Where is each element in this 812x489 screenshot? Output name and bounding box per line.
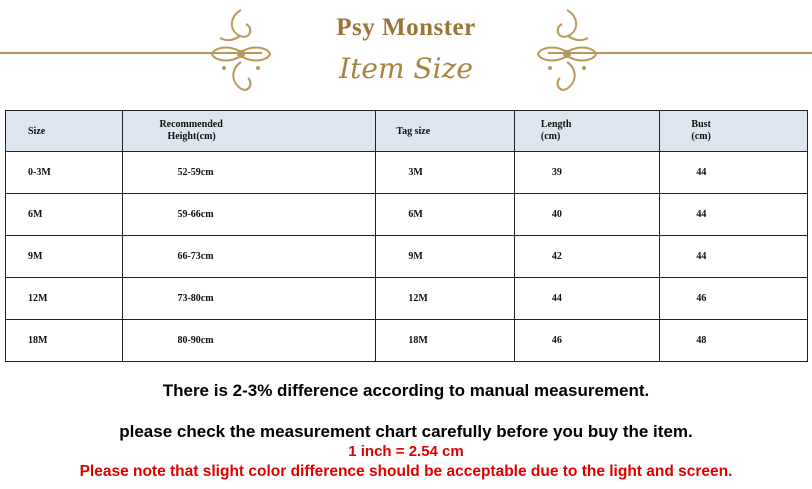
table-cell: 3M <box>376 152 515 194</box>
column-header-height <box>123 111 376 152</box>
page-header <box>0 0 812 108</box>
color-difference-note: Please note that slight color difference should be acceptable due to the light and screen. <box>79 463 733 480</box>
column-header-label: Size <box>28 125 46 137</box>
table-cell: 73-80cm <box>123 278 376 320</box>
column-header-bust <box>660 111 808 152</box>
column-header-label: Tag size <box>396 125 431 137</box>
table-cell: 66-73cm <box>123 236 376 278</box>
table-cell: 6M <box>6 194 123 236</box>
column-header-label: Length <box>540 119 572 130</box>
size-table <box>5 110 808 362</box>
table-cell: 46 <box>514 320 660 362</box>
measurement-difference-note: There is 2-3% difference according to manual measurement. <box>162 381 650 400</box>
table-cell: 18M <box>6 320 123 362</box>
column-header-unit: Height(cm) <box>167 131 216 142</box>
table-cell: 44 <box>514 278 660 320</box>
table-cell: 9M <box>6 236 123 278</box>
table-cell: 6M <box>376 194 515 236</box>
table-cell: 52-59cm <box>123 152 376 194</box>
column-header-unit: (cm) <box>540 131 561 142</box>
page-subtitle: Item Size <box>339 52 473 85</box>
table-row <box>6 320 808 362</box>
brand-name: Psy Monster <box>336 14 476 41</box>
ornament-left-icon <box>210 6 272 98</box>
ornament-right-icon <box>536 6 598 98</box>
column-header-unit: (cm) <box>691 131 711 142</box>
table-cell: 40 <box>514 194 660 236</box>
table-cell: 48 <box>660 320 808 362</box>
table-cell: 18M <box>376 320 515 362</box>
table-row <box>6 152 808 194</box>
column-header-tag-size <box>376 111 515 152</box>
column-header-length <box>514 111 660 152</box>
table-cell: 39 <box>514 152 660 194</box>
table-cell: 12M <box>376 278 515 320</box>
table-cell: 44 <box>660 236 808 278</box>
table-cell: 80-90cm <box>123 320 376 362</box>
column-header-label: Bust <box>691 119 711 130</box>
table-cell: 12M <box>6 278 123 320</box>
table-cell: 46 <box>660 278 808 320</box>
table-cell: 42 <box>514 236 660 278</box>
table-cell: 0-3M <box>6 152 123 194</box>
check-chart-note: please check the measurement chart carefully before you buy the item. <box>119 422 693 441</box>
table-cell: 9M <box>376 236 515 278</box>
table-cell: 44 <box>660 194 808 236</box>
column-header-size <box>6 111 123 152</box>
table-row <box>6 278 808 320</box>
inch-conversion-note: 1 inch = 2.54 cm <box>348 443 464 460</box>
table-cell: 44 <box>660 152 808 194</box>
table-cell: 59-66cm <box>123 194 376 236</box>
table-row <box>6 194 808 236</box>
column-header-label: Recommended <box>159 119 223 130</box>
table-header-row <box>6 111 808 152</box>
table-row <box>6 236 808 278</box>
